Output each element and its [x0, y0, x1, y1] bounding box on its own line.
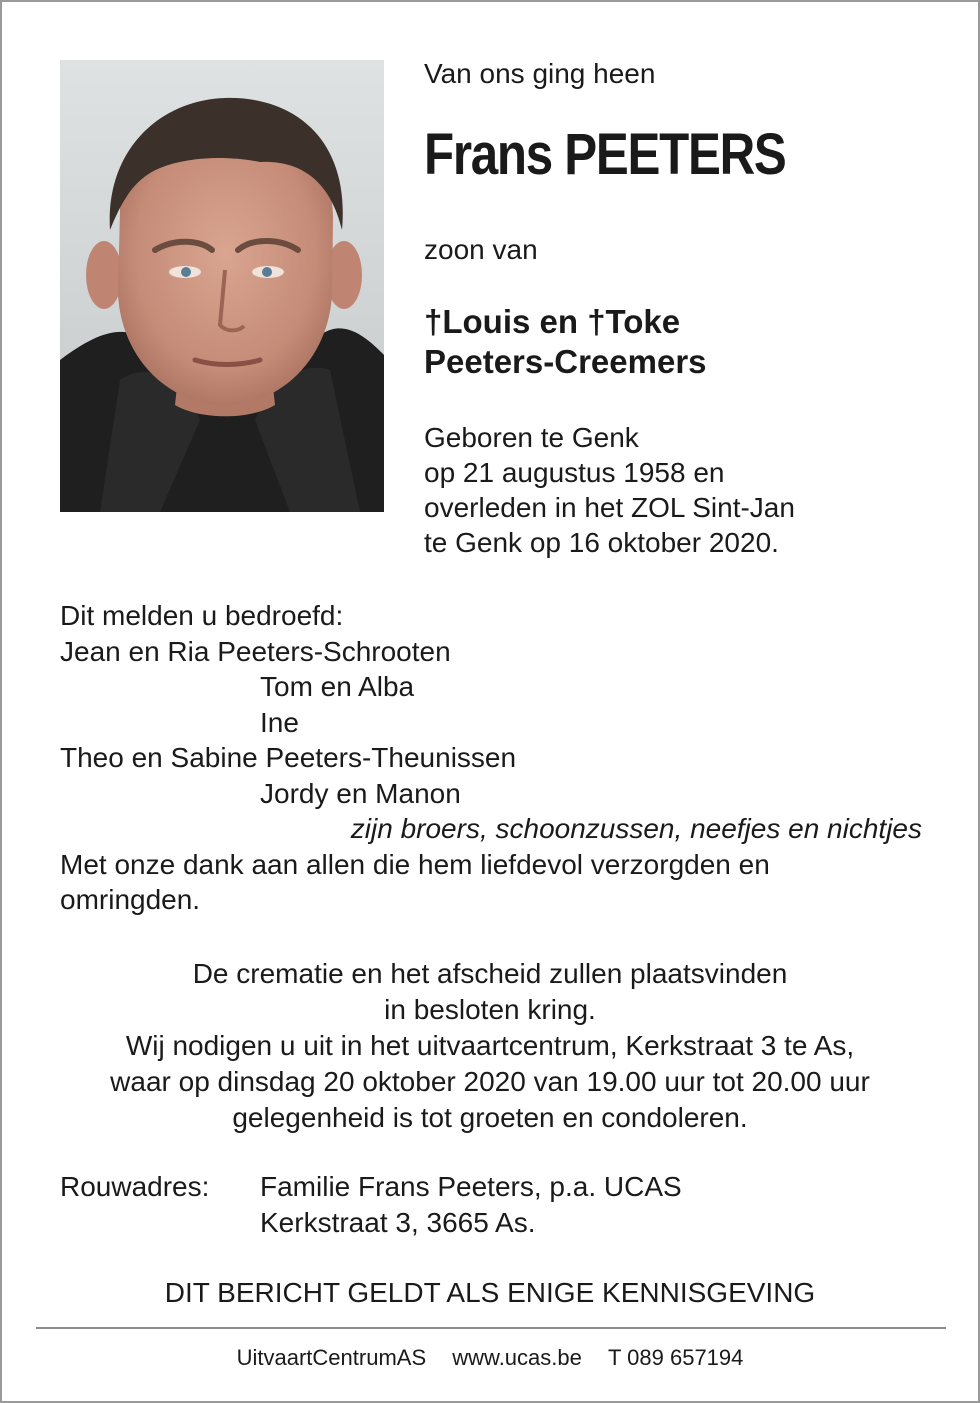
death-line: overleden in het ZOL Sint-Jan	[424, 492, 795, 523]
footer-website: www.ucas.be	[452, 1345, 582, 1370]
footer	[2, 1344, 978, 1372]
family-announcement	[60, 598, 922, 918]
ceremony-line: gelegenheid is tot groeten en condoleren.	[232, 1102, 748, 1133]
deceased-name: Frans PEETERS	[424, 122, 786, 187]
birth-death-details	[424, 420, 795, 560]
birth-line: op 21 augustus 1958 en	[424, 457, 725, 488]
footer-company: UitvaartCentrumAS	[236, 1345, 427, 1370]
family-line: Theo en Sabine Peeters-Theunissen	[60, 742, 517, 773]
ceremony-line: waar op dinsdag 20 oktober 2020 van 19.00 uur tot 20.00 uur	[110, 1066, 870, 1097]
family-line: Ine	[260, 706, 299, 738]
ceremony-details	[2, 956, 978, 1136]
address-line: Familie Frans Peeters, p.a. UCAS	[260, 1171, 682, 1202]
parents-line: †Louis en †Toke	[424, 303, 681, 340]
ceremony-line: Wij nodigen u uit in het uitvaartcentrum, Kerkstraat 3 te As,	[125, 1030, 855, 1061]
address-label: Rouwadres:	[60, 1171, 210, 1202]
parents-line: Peeters-Creemers	[424, 343, 707, 380]
intro-text: Van ons ging heen	[424, 58, 656, 89]
thanks-line: omringden.	[60, 884, 201, 915]
divider	[36, 1327, 946, 1329]
birth-line: Geboren te Genk	[424, 422, 639, 453]
address-line: Kerkstraat 3, 3665 As.	[260, 1207, 536, 1238]
family-relation: zijn broers, schoonzussen, neefjes en nichtjes	[350, 813, 922, 844]
footer-phone: T 089 657194	[608, 1345, 744, 1370]
ceremony-line: in besloten kring.	[384, 994, 596, 1025]
family-line: Jordy en Manon	[260, 777, 461, 809]
ceremony-line: De crematie en het afscheid zullen plaatsvinden	[192, 958, 788, 989]
son-of-label: zoon van	[424, 234, 538, 265]
portrait-photo	[60, 60, 384, 512]
family-line: Jean en Ria Peeters-Schrooten	[60, 635, 451, 667]
family-line: Tom en Alba	[260, 671, 415, 702]
parents-names	[424, 302, 707, 382]
notice-text: DIT BERICHT GELDT ALS ENIGE KENNISGEVING	[164, 1277, 816, 1308]
death-line: te Genk op 16 oktober 2020.	[424, 527, 779, 558]
thanks-line: Met onze dank aan allen die hem liefdevol verzorgden en	[60, 848, 770, 880]
family-heading: Dit melden u bedroefd:	[60, 600, 344, 631]
address-value	[260, 1169, 682, 1241]
